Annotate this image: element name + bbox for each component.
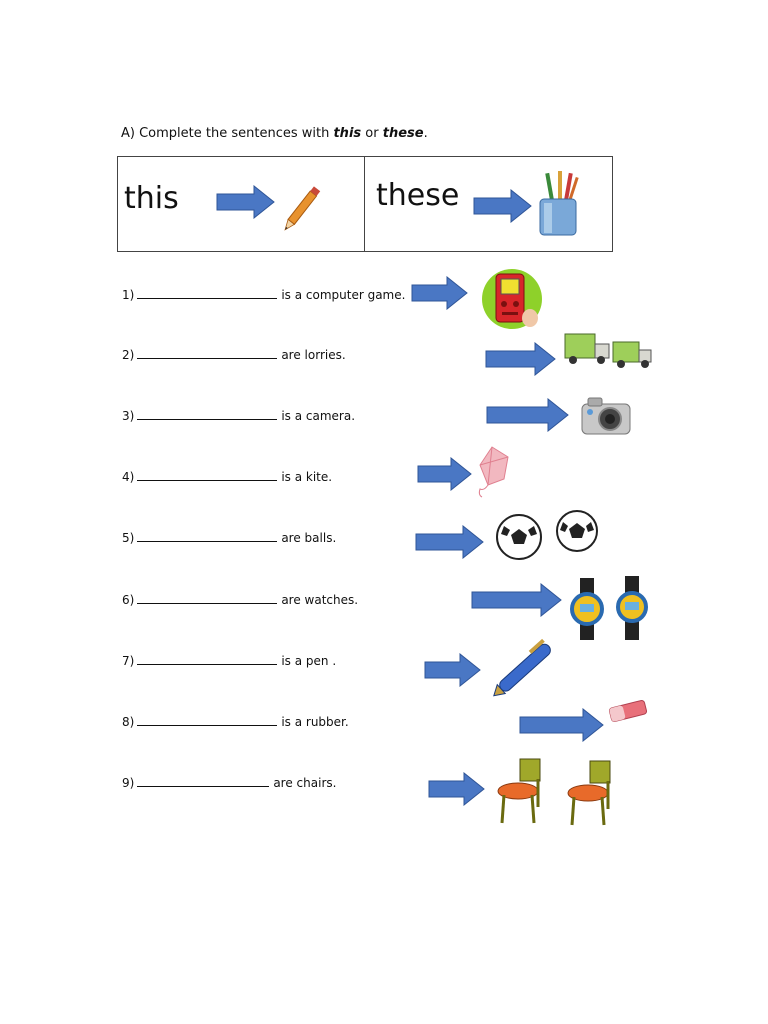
arrow-icon: [485, 342, 557, 376]
camera-icon: [580, 394, 632, 440]
answer-blank[interactable]: [137, 591, 277, 604]
exercise-item-5: [122, 529, 336, 547]
arrow-icon: [411, 276, 469, 310]
kite-icon: [476, 445, 514, 499]
instruction: [121, 126, 428, 141]
exercise-item-9: [122, 774, 336, 792]
item-text: are lorries.: [281, 348, 346, 362]
item-number: 7): [122, 654, 135, 668]
exercise-item-2: [122, 346, 346, 364]
item-text: is a kite.: [281, 470, 333, 484]
item-text: is a rubber.: [281, 715, 349, 729]
exercise-item-6: [122, 591, 358, 609]
arrow-icon: [428, 772, 486, 806]
answer-blank[interactable]: [137, 529, 277, 542]
arrow-icon: [486, 398, 570, 432]
item-number: 5): [122, 531, 135, 545]
answer-blank[interactable]: [137, 346, 277, 359]
answer-blank[interactable]: [137, 713, 277, 726]
item-number: 1): [122, 288, 135, 302]
arrow-icon: [471, 583, 563, 617]
legend-word-these: these: [376, 178, 460, 213]
arrow-icon: [519, 708, 605, 742]
answer-blank[interactable]: [137, 468, 277, 481]
answer-blank[interactable]: [137, 774, 269, 787]
chairs-icon: [494, 755, 622, 827]
item-number: 8): [122, 715, 135, 729]
instruction-or: or: [365, 126, 379, 141]
item-number: 4): [122, 470, 135, 484]
lorries-icon: [563, 330, 655, 372]
item-number: 3): [122, 409, 135, 423]
answer-blank[interactable]: [137, 407, 277, 420]
item-text: are chairs.: [273, 776, 337, 790]
arrow-icon: [417, 457, 473, 491]
instruction-end: .: [423, 126, 428, 141]
arrow-icon: [216, 185, 276, 219]
pencil-icon: [278, 175, 334, 231]
legend-divider: [364, 157, 365, 251]
legend-box: [117, 156, 613, 252]
item-text: are balls.: [281, 531, 337, 545]
exercise-item-7: [122, 652, 336, 670]
exercise-item-8: [122, 713, 349, 731]
item-number: 2): [122, 348, 135, 362]
item-text: is a pen .: [281, 654, 337, 668]
handheld-game-icon: [480, 268, 544, 330]
arrow-icon: [415, 525, 485, 559]
watches-icon: [570, 576, 666, 642]
rubber-icon: [606, 698, 650, 724]
pencil-cup-icon: [534, 169, 592, 237]
item-number: 6): [122, 593, 135, 607]
item-number: 9): [122, 776, 135, 790]
item-text: is a computer game.: [281, 288, 406, 302]
exercise-item-1: [122, 286, 405, 304]
answer-blank[interactable]: [137, 652, 277, 665]
exercise-item-3: [122, 407, 355, 425]
instruction-prefix: A) Complete the sentences with: [121, 126, 330, 141]
footballs-icon: [494, 508, 604, 562]
item-text: is a camera.: [281, 409, 356, 423]
legend-word-this: this: [124, 181, 179, 216]
arrow-icon: [473, 189, 533, 223]
instruction-word-this: this: [333, 126, 362, 141]
exercise-item-4: [122, 468, 332, 486]
arrow-icon: [424, 653, 482, 687]
answer-blank[interactable]: [137, 286, 277, 299]
pen-icon: [488, 630, 568, 700]
instruction-word-these: these: [382, 126, 424, 141]
item-text: are watches.: [281, 593, 359, 607]
